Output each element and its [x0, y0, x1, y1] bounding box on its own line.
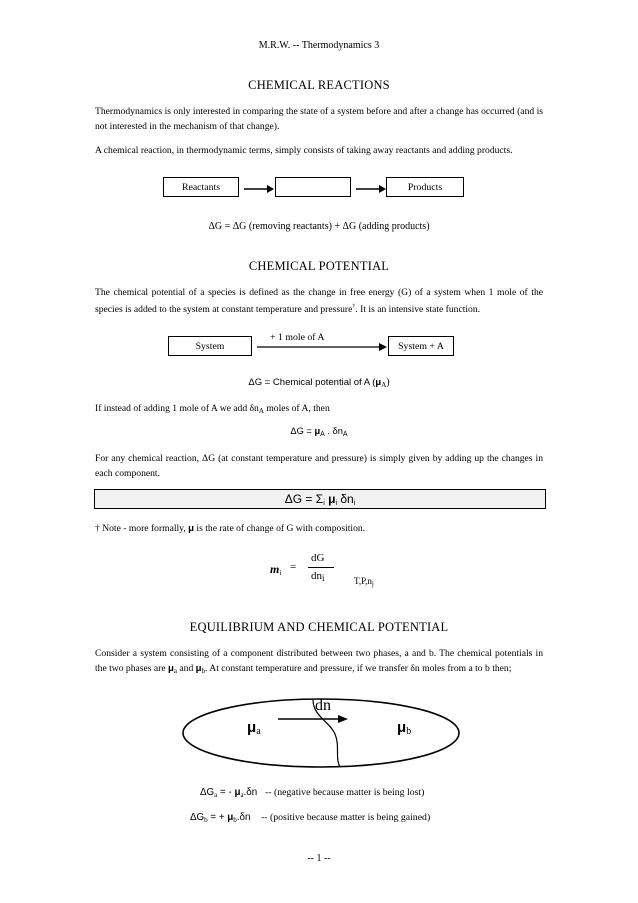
eqa-text-c: .δn: [243, 787, 258, 798]
para3-and: and: [176, 663, 196, 674]
boxed-sub1: i: [323, 500, 325, 507]
eqa-text-b: = -: [217, 787, 235, 798]
para2-sub: A: [258, 407, 264, 415]
box-system-plus-a: [388, 336, 454, 356]
equation-delta-g-delta-n: [0, 426, 638, 438]
section-title-chemical-reactions: CHEMICAL REACTIONS: [248, 78, 390, 92]
eq2-text-b: . δn: [324, 426, 343, 436]
eq2-sub2: A: [342, 431, 348, 438]
mu-symbol: μ: [314, 426, 321, 436]
para2-text-b: moles of A, then: [263, 403, 330, 414]
mu-symbol: μ: [195, 663, 202, 674]
mu-symbol: μ: [247, 719, 257, 736]
page-header: M.R.W. -- Thermodynamics 3: [258, 40, 380, 51]
para3-sub-a: a: [173, 667, 177, 675]
diagram-dn-label: dn: [315, 697, 331, 714]
diagram-mu-a: [247, 719, 261, 737]
formula-den-sub: i: [322, 573, 325, 583]
box-system-plus-a-label: System + A: [398, 340, 444, 352]
formula-cond-sub: j: [371, 580, 374, 588]
note-text-b: is the rate of change of G with composition.: [194, 523, 366, 534]
eq1-text-a: ΔG = Chemical potential of A (: [248, 377, 376, 388]
eqa-musub: a: [240, 791, 244, 799]
eq2-text-a: ΔG =: [290, 426, 315, 436]
mu-symbol: μ: [375, 377, 382, 388]
equation-delta-g-a: [200, 787, 257, 799]
mu-symbol: μ: [188, 523, 195, 534]
eqa-sub: a: [214, 791, 218, 799]
equation-a-note: -- (negative because matter is being lost): [265, 787, 425, 798]
eq2-sub1: A: [320, 431, 325, 438]
boxed-equation-sum: [94, 489, 546, 509]
formula-lhs: [270, 562, 281, 577]
paragraph-delta-n: [95, 401, 543, 419]
dagger-mark: †: [352, 304, 356, 310]
box-intermediate: [275, 177, 351, 197]
eqa-text-a: ΔG: [200, 787, 215, 798]
box-reactants: [163, 177, 239, 197]
eqb-text-a: ΔG: [190, 812, 205, 823]
mu-symbol: μ: [168, 663, 174, 674]
boxed-equation-text: [95, 490, 545, 513]
paragraph-chemical-potential-definition: [95, 285, 543, 317]
paragraph-intro: Thermodynamics is only interested in comparing the state of a system before and after a change has occurred (and is not interested in the mechanism of that change).: [95, 106, 543, 132]
partial-derivative-formula: [270, 552, 410, 596]
para2-text-a: If instead of adding 1 mole of A we add δn: [95, 403, 259, 414]
boxed-text-a: ΔG = Σ: [284, 492, 324, 506]
box-reactants-label: Reactants: [181, 181, 221, 193]
mu-symbol: μ: [324, 492, 336, 506]
section-title-equilibrium: EQUILIBRIUM AND CHEMICAL POTENTIAL: [189, 620, 449, 634]
mu-symbol: μ: [397, 719, 407, 736]
definition-text-b: . It is an intensive state function.: [355, 304, 481, 316]
eqb-text-b: = +: [207, 812, 228, 823]
note-text-a: † Note - more formally,: [95, 523, 189, 534]
equation-chemical-potential-a: [0, 377, 638, 389]
arrow-right-icon: [355, 181, 387, 195]
formula-condition: [354, 576, 374, 588]
mu-symbol: μ: [227, 812, 234, 823]
formula-cond-text: T,P,n: [354, 576, 372, 586]
box-products-label: Products: [407, 181, 443, 193]
formula-lhs-sub: i: [279, 569, 282, 577]
box-system: [168, 336, 252, 356]
arrow-right-icon: [243, 181, 275, 195]
page-footer: -- 1 --: [307, 853, 331, 864]
boxed-text-b: δn: [337, 492, 354, 506]
arrow-right-icon: [338, 715, 348, 723]
para3-text-a: Consider a system consisting of a component distributed between two phases, a and b. The chemical potentials in the two phases are: [95, 648, 543, 674]
formula-lhs-m: m: [270, 562, 280, 576]
diagram-sub-b: b: [406, 726, 412, 737]
equation-b-note: -- (positive because matter is being gained): [261, 812, 431, 823]
formula-denominator: [311, 570, 325, 583]
note-dagger: [95, 521, 543, 536]
eqb-text-c: .δn: [236, 812, 251, 823]
paragraph-two-phases: [95, 646, 543, 679]
equation-delta-g-b: [190, 812, 250, 824]
eqb-sub: b: [204, 816, 208, 824]
formula-fraction-bar: [308, 567, 334, 568]
paragraph-any-reaction: For any chemical reaction, ΔG (at constant temperature and pressure) is simply given by adding up the changes in each component.: [95, 453, 543, 479]
section-title-chemical-potential: CHEMICAL POTENTIAL: [248, 259, 390, 273]
paragraph-chemical-reaction: A chemical reaction, in thermodynamic terms, simply consists of taking away reactants and adding products.: [95, 145, 513, 156]
boxed-sub3: i: [353, 500, 356, 507]
arrow-label-add-mole: + 1 mole of A: [270, 332, 325, 343]
boxed-sub2: i: [335, 500, 337, 507]
box-products: [386, 177, 464, 197]
formula-numerator: dG: [311, 552, 325, 564]
formula-equals: =: [290, 561, 297, 573]
mu-symbol: μ: [234, 787, 241, 798]
para3-text-b: . At constant temperature and pressure, if we transfer δn moles from a to b then;: [205, 663, 512, 674]
formula-den-text: dn: [311, 570, 322, 582]
eqb-musub: b: [233, 816, 237, 824]
arrow-right-icon: [256, 340, 388, 354]
para3-sub-b: b: [201, 667, 206, 675]
box-system-label: System: [195, 340, 225, 352]
eq1-sub: A: [381, 381, 387, 389]
equation-delta-g-reaction: ΔG = ΔG (removing reactants) + ΔG (adding products): [208, 221, 430, 232]
definition-text-a: The chemical potential of a species is defined as the change in free energy (G) of a system when 1 mole of the species is added to the system at constant temperature and pressure: [95, 287, 543, 316]
eq1-text-b: ): [386, 377, 390, 388]
diagram-sub-a: a: [256, 726, 261, 737]
diagram-mu-b: [397, 719, 411, 737]
